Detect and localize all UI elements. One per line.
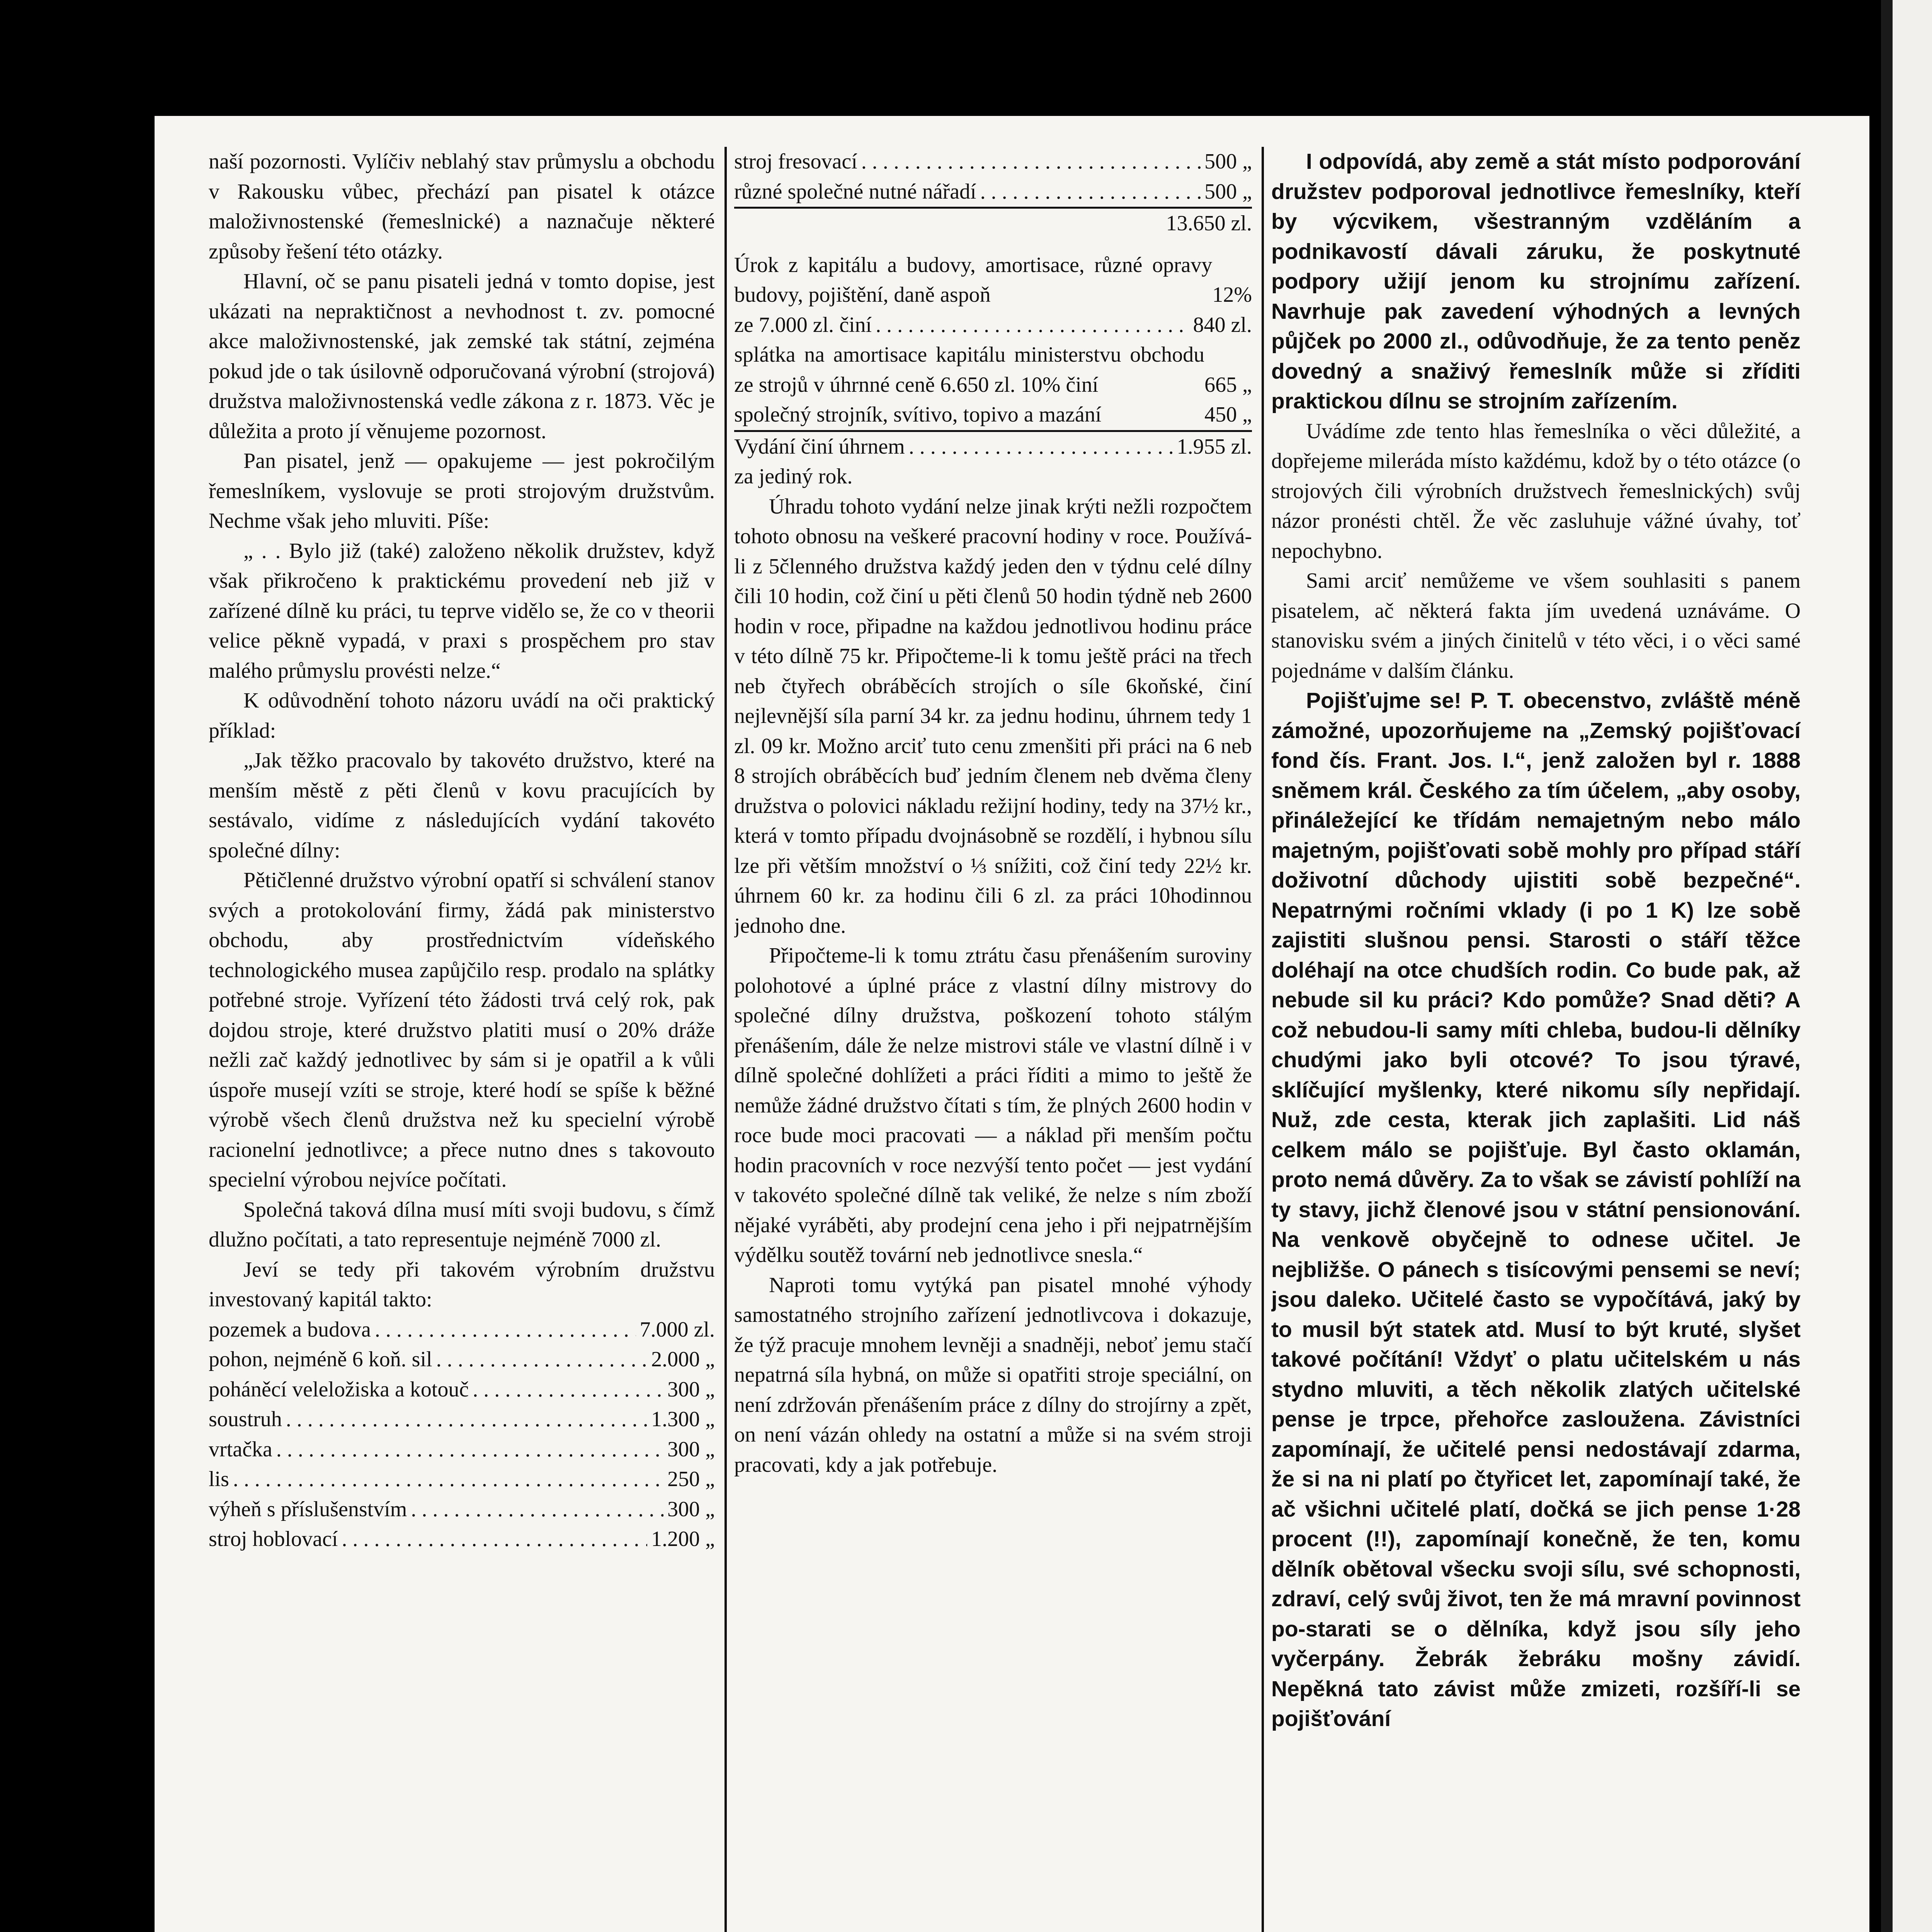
u1-para-4: K odůvodnění tohoto názoru uvádí na oči praktický příklad: [209,689,715,743]
u1-para-6: Pětičlenné družstvo výrobní opatří si schválení stanov svých a protokolování firmy, žádá pak ministerstvo obchodu, aby prostřednictvím vídeňského technologického musea zapůjčilo resp. prodalo na splátky potřebné stroje. Vyřízení této žádosti trvá celý rok, pak dojdou stroje, které družstvo platiti musí o 20% dráže nežli zač každý jednotlivec by sám si je opatřil a k vůli úspoře musejí vzíti se stroje, které hodí se spíše k běžné výrobě všech členů družstva než ku specielní výrobě racionelní jednotlivce; a přece nutno dnes s takovouto specielní výrobou nejvíce počítati. [209,868,715,1192]
u1-para-8: Jeví se tedy při takovém výrobním družstvu investovaný kapitál takto: [209,1257,715,1311]
capital-row: poháněcí veleložiska a kotouč . . . 300 „ [209,1375,715,1405]
u2-para-0: za jediný rok. [734,464,853,488]
u1-para-5: „Jak těžko pracovalo by takovéto družstvo, které na menším městě z pěti členů v kovu pracujících by sestávalo, vidíme z následujících vydání takovéto společné dílny: [209,748,715,862]
upper-column-1 [209,147,715,1932]
capital-row: lis . . . 250 „ [209,1464,715,1495]
u2-para-1: Úhradu tohoto vydání nelze jinak krýti nežli rozpočtem tohoto obnosu na veškeré pracovní hodiny v roce. Používá-li z 5členného družstva každý jeden den v týdnu celé dílny čili 10 hodin, což činí u pěti členů 50 hodin týdně neb 2600 hodin v roce, připadne na každou jednotlivou hodinu práce v této dílně 75 kr. Připočteme-li k tomu ještě práci na třech neb čtyřech obráběcích strojích o síle 6koňské, činí nejlevnější síla parní 34 kr. za jednu hodinu, úhrnem tedy 1 zl. 09 kr. Možno arciť tuto cenu zmenšiti při práci na 6 neb 8 strojích obráběcích buď jedním členem neb dvěma členy družstva o polovici nákladu režijní hodiny, tedy na 37½ kr., která v tomto případu dvojnásobně se rozdělí, i hybnou sílu lze při větším množství o ⅓ snížiti, což činí tedy 22½ kr. úhrnem 60 kr. za hodinu čili 6 zl. za práci 10hodinnou jednoho dne. [734,494,1252,938]
u1-para-7: Společná taková dílna musí míti svoji budovu, s čímž dlužno počítati, a tato representuje nejméně 7000 zl. [209,1197,715,1252]
adjacent-page-edge [1881,0,1932,1932]
upper-column-3 [1271,147,1801,1932]
u2-para-3: Naproti tomu vytýká pan pisatel mnohé výhody samostatného strojního zařízení jednotlivcova i dokazuje, že týž pracuje mnohem levněji a snadněji, neboť jemu stačí nepatrná síla hybná, on může si opatřiti stroje speciální, on není zdržován přenášením práce z dílny do strojírny a zpět, on není vázán ohledy na ostatní a může si na svém stroji pracovati, kdy a jak potřebuje. [734,1273,1252,1477]
capital-row: pohon, nejméně 6 koň. sil . . . 2.000 „ [209,1345,715,1375]
expense-row: ze 7.000 zl. činí . . . 840 zl. [734,310,1252,340]
u3-para-2: Sami arciť nemůžeme ve všem souhlasiti s panem pisatelem, ač některá fakta jím uvedená uznáváme. O stanovisku svém a jiných činitelů v této věci, i o věci samé pojednáme v dalším článku. [1271,569,1801,683]
upper-column-2 [734,147,1252,1932]
capital-table [209,1315,715,1554]
u1-para-2: Pan pisatel, jenž — opakujeme — jest pokročilým řemeslníkem, vyslovuje se proti strojovým družstvům. Nechme však jeho mluviti. Píše: [209,449,715,533]
column-rule [724,147,727,1932]
capital-row: výheň s příslušenstvím . . . 300 „ [209,1495,715,1525]
u2-para-2: Připočteme-li k tomu ztrátu času přenášením suroviny polohotové a úplné práce z vlastní dílny mistrovy do společné dílny družstva, poškození tohoto stálým přenášením, dále že nelze mistrovi stále ve vlastní dílně i v dílně společné dohlížeti a práci říditi a mimo to ještě že nemůže žádné družstvo čítati s tím, že plných 2600 hodin v roce bude moci pracovati — a náklad při menším počtu hodin pracovních v roce nezvýší tento počet — jest vydání v takovéto společné dílně tak veliké, že nelze s ním zboží nějaké vyráběti, aby prodejní cena jeho i při nejpatrnějším výdělku soutěž tovární neb jednotlivce snesla.“ [734,944,1252,1267]
cost-row: různé společné nutné nářadí . . . 500 „ [734,177,1252,209]
capital-row: pozemek a budova . . . 7.000 zl. [209,1315,715,1345]
capital-row: vrtačka . . . 300 „ [209,1435,715,1465]
u3-para-1: Uvádíme zde tento hlas řemeslníka o věci důležité, a dopřejeme mileráda místo každému, kdož by o této otázce (o strojových čili výrobních družstvech řemeslnických) svůj názor pronésti chtěl. Že věc zasluhuje vážné úvahy, toť nepochybno. [1271,419,1801,563]
capital-row: soustruh . . . 1.300 „ [209,1405,715,1435]
u1-para-3: „ . . Bylo již (také) založeno několik družstev, když však přikročeno k praktickému provedení neb již v zařízené dílně ku práci, tu teprve vidělo se, že co v theorii velice pěkně vypadá, v praxi s prospěchem pro stav malého průmyslu provésti nelze.“ [209,539,715,683]
u1-para-0: naší pozornosti. Vylíčiv neblahý stav průmyslu a obchodu v Rakousku vůbec, přechází pan pisatel k otázce maloživnostenské (řemeslnické) a naznačuje některé způsoby řešení této otázky. [209,150,715,264]
expense-row: společný strojník, svítivo, topivo a mazání 450 „ [734,400,1252,432]
cost-row: stroj fresovací . . . 500 „ [734,147,1252,177]
expense-total: Vydání činí úhrnem . . . 1.955 zl. [734,432,1252,462]
expense-row: splátka na amortisace kapitálu ministerstvu obchodu ze strojů v úhrnné ceně 6.650 zl. 10% činí 665 „ [734,343,1252,397]
column-rule [1262,147,1264,1932]
capital-row: stroj hoblovací . . . 1.200 „ [209,1524,715,1554]
u3-para-3: Pojišťujme se! P. T. obecenstvo, zvláště méně zámožné, upozorňujeme na „Zemský pojišťovací fond čís. Frant. Jos. I.“, jenž založen byl r. 1888 sněmem král. Českého za tím účelem, „aby osoby, přináležející ke třídám nemajetným nebo málo majetným, pojišťovati sobě mohly pro případ stáří doživotní důchody ujistiti sobě bezpečné“. Nepatrnými ročními vklady (i po 1 K) lze sobě zajistiti slušnou pensi. Starosti o stáří těžce doléhají na otce chudších rodin. Co bude pak, až nebude sil ku práci? Kdo pomůže? Snad děti? A což nebudou-li samy míti chleba, budou-li dělníky chudými jako byli otcové? To jsou týravé, sklíčující myšlenky, které nikomu síly nepřidají. Nuž, zde cesta, kterak jich zaplašiti. Lid náš celkem málo se pojišťuje. Byl často oklamán, proto nemá důvěry. Za to však se závistí pohlíží na ty stavy, jichž členové jsou v státní pensionování. Na venkově obyčejně to odnese učitel. Je nejbližše. O pánech s tisícovými pensemi se neví; jsou daleko. Učitelé často se vypočítává, jaký by to musil být statek atd. Musí to být kruté, slyšet takové počítání! Vždyť o platu učitelském u nás stydno mluviti, a těch několik zlatých učitelské pense je trpce, přehořce zasloužena. Závistníci zapomínají, že učitelé pensi nedostávají zdarma, že si na ni platí po čtyřicet let, zapomínají také, že ač všichni učitelé platí, dočká se jich pense 1·28 procent (!!), zapomínají konečně, že ten, komu dělník obětoval všecku svoji sílu, své schopnosti, zdraví, celý svůj život, ten že má mravní povinnost po-starati se o dělníka, když jsou síly jeho vyčerpány. Žebrák žebráku mošny závidí. Nepěkná tato závist může zmizeti, rozšíří-li se pojišťování [1271,688,1801,1731]
expense-row: Úrok z kapitálu a budovy, amortisace, různé opravy budovy, pojištění, daně aspoň 12% [734,253,1252,307]
capital-total: 13.650 zl. [1166,211,1252,235]
u3-para-0: I odpovídá, aby země a stát místo podporování družstev podporoval jednotlivce řemeslníky, kteří by výcvikem, všestranným vzděláním a podnikavostí dávali záruku, že poskytnuté podpory užijí jenom ku strojnímu zařízení. Navrhuje pak zavedení výhodných a levných půjček po 2000 zl., odůvodňuje, že za tento peněz dovedný a snaživý řemeslník může si zříditi praktickou dílnu se strojním zařízením. [1271,149,1801,413]
newspaper-page [155,116,1869,1932]
u1-para-1: Hlavní, oč se panu pisateli jedná v tomto dopise, jest ukázati na nepraktičnost a nevhodnost t. zv. pomocné akce maloživnostenské, jak zemské tak státní, zejména pokud jde o tak úsilovně odporučovaná výrobní (strojová) družstva maloživnostenská vedle zákona z r. 1873. Věc je důležita a proto jí věnujeme pozornost. [209,269,715,443]
